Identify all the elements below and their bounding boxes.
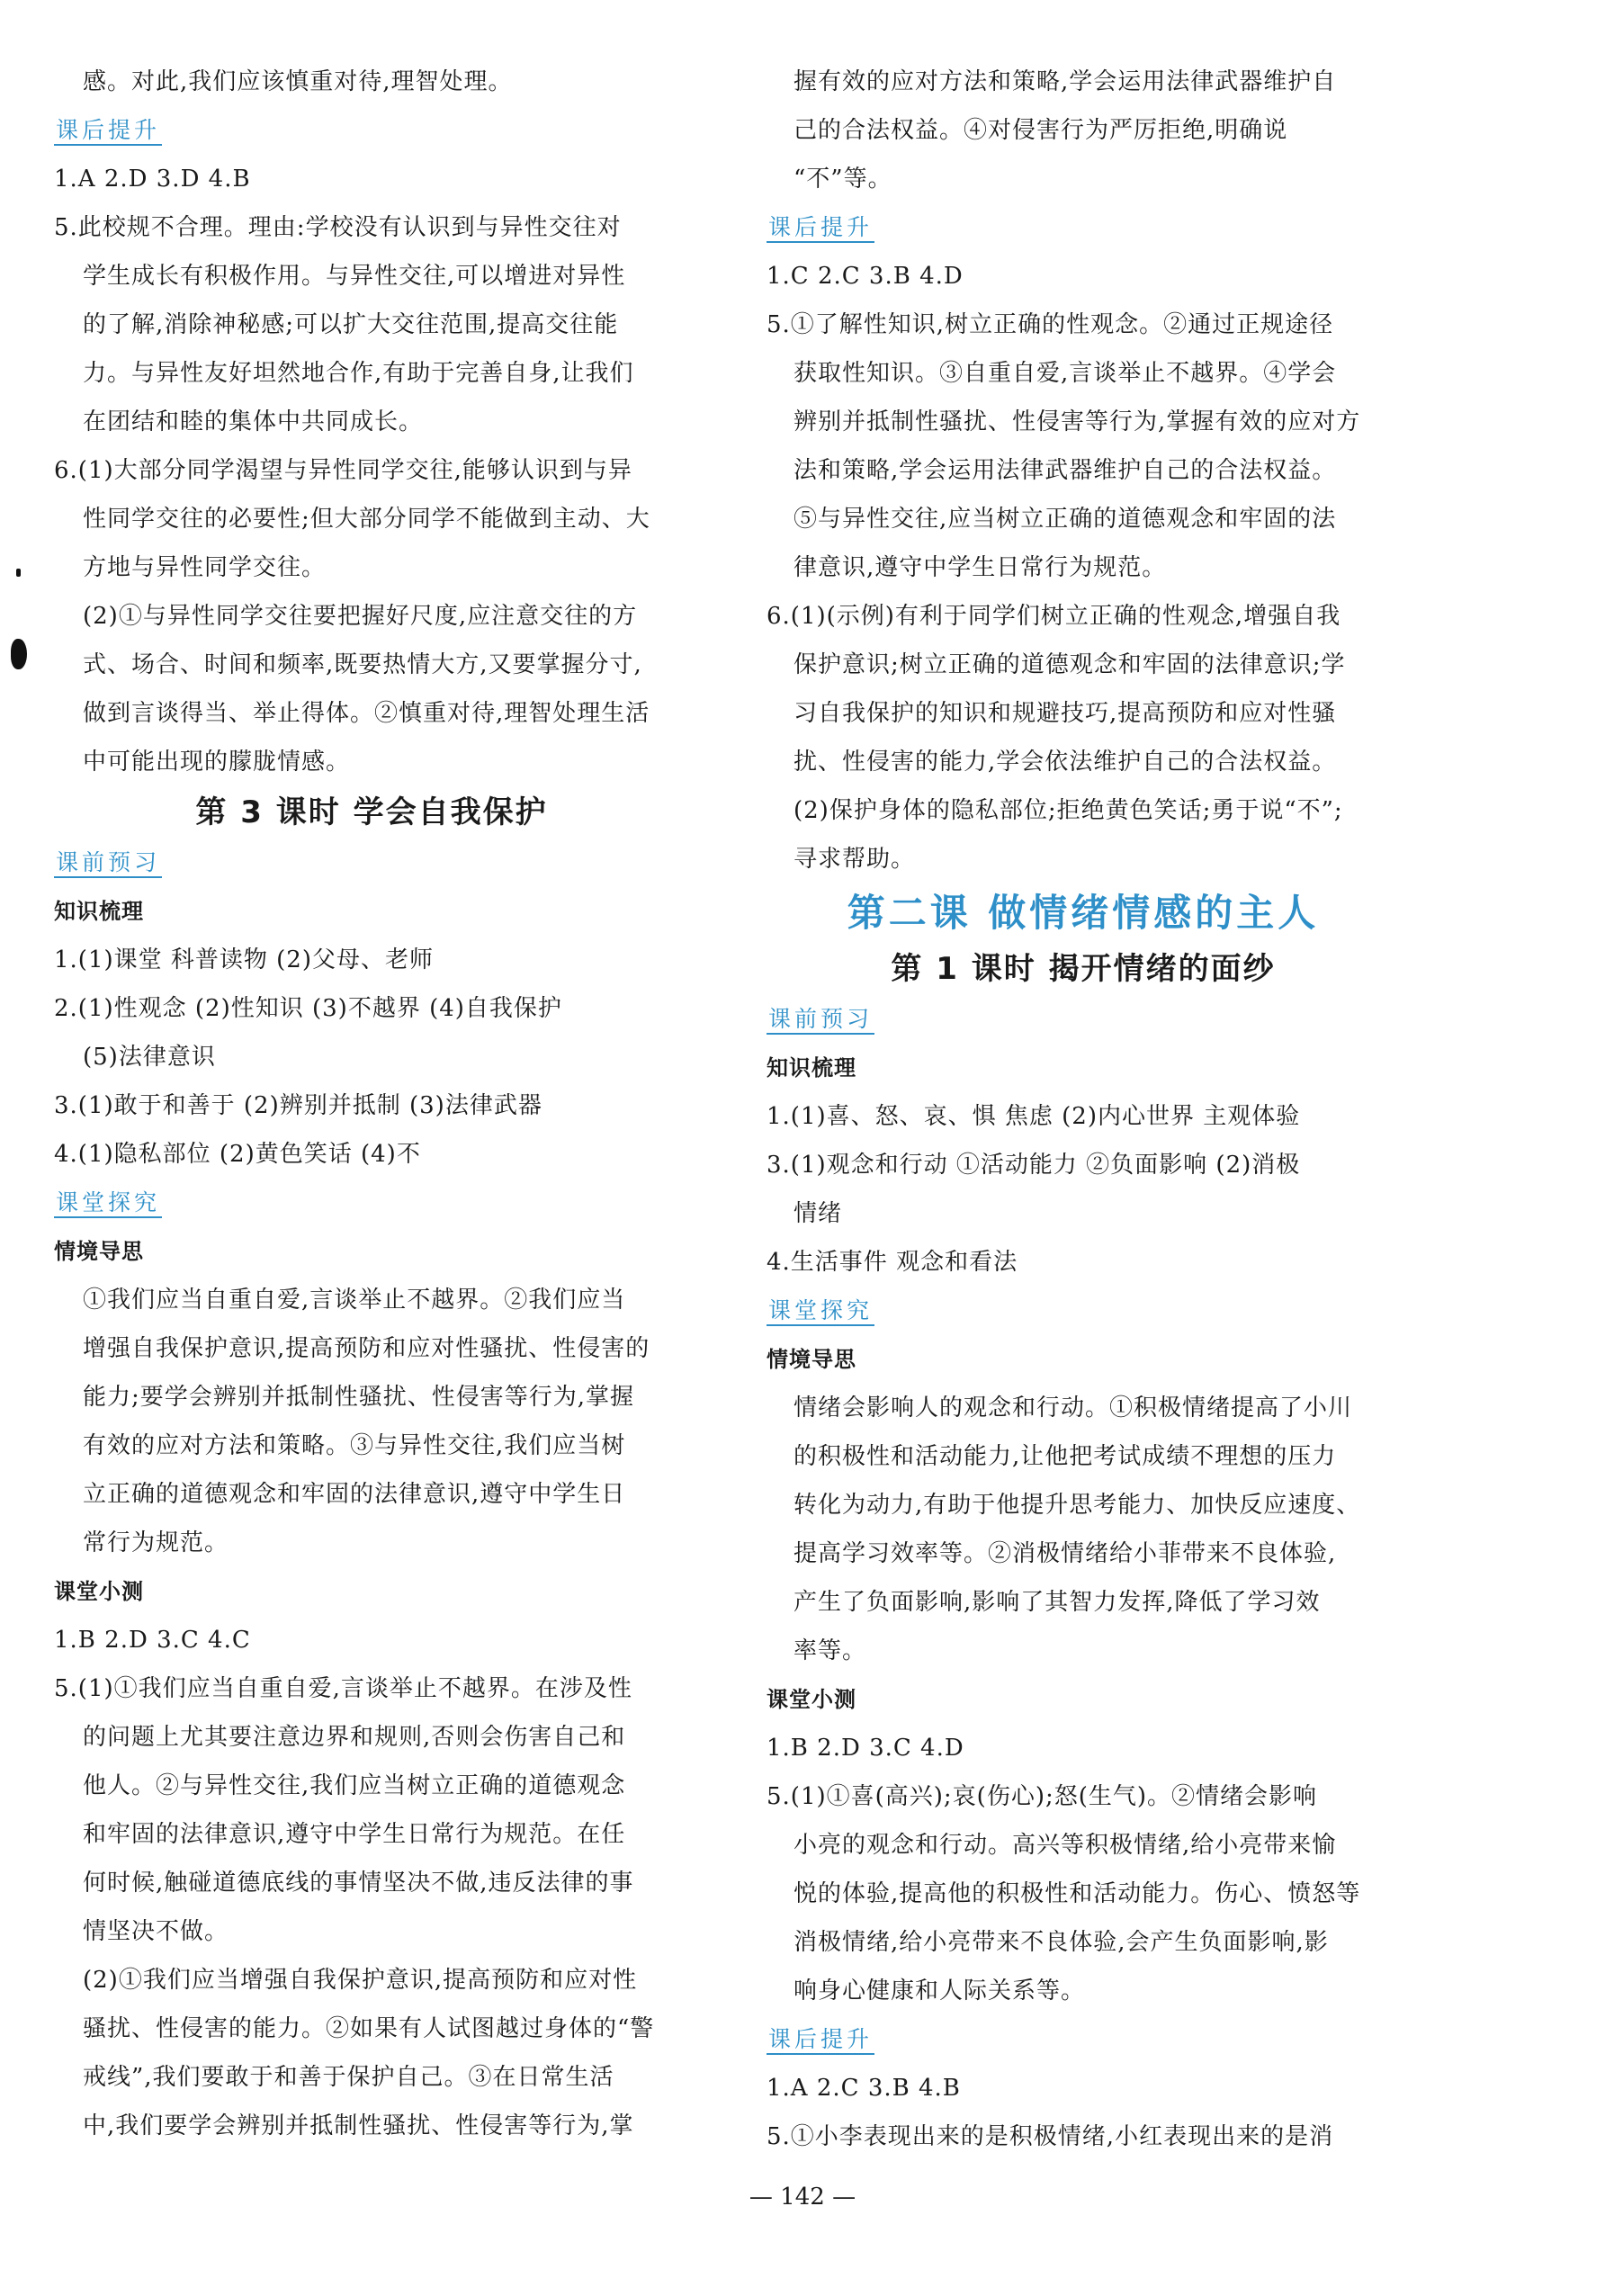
text-line: 辨别并抵制性骚扰、性侵害等行为,掌握有效的应对方 bbox=[794, 408, 1361, 435]
text-line: 6.(1)大部分同学渴望与异性同学交往,能够认识到与异 bbox=[54, 457, 632, 484]
answer-line: 1.C 2.C 3.B 4.D bbox=[767, 263, 964, 290]
text-line: 扰、性侵害的能力,学会依法维护自己的合法权益。 bbox=[794, 749, 1337, 776]
text-line: 悦的体验,提高他的积极性和活动能力。伤心、愤怒等 bbox=[794, 1880, 1361, 1907]
text-line: (2)保护身体的隐私部位;拒绝黄色笑话;勇于说“不”; bbox=[794, 797, 1343, 824]
text-line: 和牢固的法律意识,遵守中学生日常行为规范。在任 bbox=[83, 1821, 626, 1848]
text-line: 法和策略,学会运用法律武器维护自己的合法权益。 bbox=[794, 457, 1337, 484]
text-line: 中可能出现的朦胧情感。 bbox=[83, 749, 351, 776]
text-line: 5.此校规不合理。理由:学校没有认识到与异性交往对 bbox=[54, 214, 622, 241]
text-line: 常行为规范。 bbox=[83, 1529, 229, 1556]
right-column bbox=[767, 58, 1400, 2161]
text-line: 转化为动力,有助于他提升思考能力、加快反应速度、 bbox=[794, 1492, 1361, 1519]
subheading: 知识梳理 bbox=[767, 1055, 856, 1081]
section-tag-after-class: 课后提升 bbox=[767, 2015, 1400, 2064]
text-line: 的了解,消除神秘感;可以扩大交往范围,提高交往能 bbox=[83, 311, 619, 338]
text-line: ①我们应当自重自爱,言谈举止不越界。②我们应当 bbox=[83, 1287, 626, 1314]
section-tag-preview: 课前预习 bbox=[54, 839, 689, 887]
text-line: 5.(1)①我们应当自重自爱,言谈举止不越界。在涉及性 bbox=[54, 1675, 632, 1702]
text-line: 4.生活事件 观念和看法 bbox=[767, 1249, 1018, 1276]
text-line: 的积极性和活动能力,让他把考试成绩不理想的压力 bbox=[794, 1443, 1337, 1470]
text-line: 4.(1)隐私部位 (2)黄色笑话 (4)不 bbox=[54, 1141, 421, 1168]
text-line: 感。对此,我们应该慎重对待,理智处理。 bbox=[83, 68, 513, 95]
text-line: 小亮的观念和行动。高兴等积极情绪,给小亮带来愉 bbox=[794, 1832, 1337, 1859]
text-line: 情绪会影响人的观念和行动。①积极情绪提高了小川 bbox=[794, 1395, 1353, 1422]
subheading: 知识梳理 bbox=[54, 899, 144, 924]
subheading: 情境导思 bbox=[54, 1239, 144, 1264]
text-line: 情绪 bbox=[794, 1200, 843, 1227]
text-line: 6.(1)(示例)有利于同学们树立正确的性观念,增强自我 bbox=[767, 603, 1341, 630]
text-line: 获取性知识。③自重自爱,言谈举止不越界。④学会 bbox=[794, 360, 1337, 387]
section-tag-after-class: 课后提升 bbox=[54, 106, 689, 155]
text-line: 5.(1)①喜(高兴);哀(伤心);怒(生气)。②情绪会影响 bbox=[767, 1783, 1318, 1810]
text-line: 5.①小李表现出来的是积极情绪,小红表现出来的是消 bbox=[767, 2123, 1334, 2150]
text-line: 5.①了解性知识,树立正确的性观念。②通过正规途径 bbox=[767, 311, 1334, 338]
text-line: 3.(1)敢于和善于 (2)辨别并抵制 (3)法律武器 bbox=[54, 1092, 542, 1119]
subheading: 情境导思 bbox=[767, 1347, 856, 1372]
text-line: 立正确的道德观念和牢固的法律意识,遵守中学生日 bbox=[83, 1481, 626, 1508]
text-line: 中,我们要学会辨别并抵制性骚扰、性侵害等行为,掌 bbox=[83, 2112, 634, 2139]
text-line: 戒线”,我们要敢于和善于保护自己。③在日常生活 bbox=[83, 2064, 614, 2091]
chapter-title: 第二课 做情绪情感的主人 bbox=[847, 891, 1320, 935]
subheading: 课堂小测 bbox=[767, 1687, 856, 1712]
text-line: 做到言谈得当、举止得体。②慎重对待,理智处理生活 bbox=[83, 700, 650, 727]
text-line: (5)法律意识 bbox=[83, 1044, 216, 1071]
subheading: 课堂小测 bbox=[54, 1579, 144, 1604]
text-line: 2.(1)性观念 (2)性知识 (3)不越界 (4)自我保护 bbox=[54, 995, 562, 1022]
text-line: 情坚决不做。 bbox=[83, 1918, 229, 1945]
text-line: 他人。②与异性交往,我们应当树立正确的道德观念 bbox=[83, 1772, 626, 1799]
answer-line: 1.A 2.D 3.D 4.B bbox=[54, 166, 251, 193]
text-line: 习自我保护的知识和规避技巧,提高预防和应对性骚 bbox=[794, 700, 1337, 727]
lesson-title: 第 1 课时 揭开情绪的面纱 bbox=[891, 951, 1276, 987]
section-tag-classroom: 课堂探究 bbox=[54, 1179, 689, 1227]
text-line: 能力;要学会辨别并抵制性骚扰、性侵害等行为,掌握 bbox=[83, 1384, 635, 1411]
text-line: ⑤与异性交往,应当树立正确的道德观念和牢固的法 bbox=[794, 506, 1337, 533]
text-line: 产生了负面影响,影响了其智力发挥,降低了学习效 bbox=[794, 1589, 1321, 1616]
scan-mark bbox=[11, 639, 27, 669]
answer-line: 1.B 2.D 3.C 4.D bbox=[767, 1735, 964, 1762]
text-line: 保护意识;树立正确的道德观念和牢固的法律意识;学 bbox=[794, 651, 1346, 678]
answer-line: 1.A 2.C 3.B 4.B bbox=[767, 2075, 961, 2102]
text-line: 方地与异性同学交往。 bbox=[83, 554, 327, 581]
text-line: 何时候,触碰道德底线的事情坚决不做,违反法律的事 bbox=[83, 1870, 634, 1897]
text-line: 有效的应对方法和策略。③与异性交往,我们应当树 bbox=[83, 1432, 626, 1459]
scan-mark bbox=[16, 569, 21, 577]
text-line: (2)①我们应当增强自我保护意识,提高预防和应对性 bbox=[83, 1967, 638, 1994]
text-line: 在团结和睦的集体中共同成长。 bbox=[83, 408, 424, 435]
text-line: 学生成长有积极作用。与异性交往,可以增进对异性 bbox=[83, 263, 626, 290]
text-line: 消极情绪,给小亮带来不良体验,会产生负面影响,影 bbox=[794, 1929, 1329, 1956]
text-line: 3.(1)观念和行动 ①活动能力 ②负面影响 (2)消极 bbox=[767, 1152, 1301, 1179]
text-line: “不”等。 bbox=[794, 166, 892, 193]
text-line: 力。与异性友好坦然地合作,有助于完善自身,让我们 bbox=[83, 360, 634, 387]
text-line: 1.(1)喜、怒、哀、惧 焦虑 (2)内心世界 主观体验 bbox=[767, 1103, 1301, 1130]
text-line: 的问题上尤其要注意边界和规则,否则会伤害自己和 bbox=[83, 1724, 626, 1751]
text-line: 寻求帮助。 bbox=[794, 846, 916, 873]
text-line: 提高学习效率等。②消极情绪给小菲带来不良体验, bbox=[794, 1540, 1337, 1567]
text-line: 性同学交往的必要性;但大部分同学不能做到主动、大 bbox=[83, 506, 650, 533]
answer-line: 1.B 2.D 3.C 4.C bbox=[54, 1627, 251, 1654]
lesson-title: 第 3 课时 学会自我保护 bbox=[195, 794, 548, 830]
section-tag-preview: 课前预习 bbox=[767, 995, 1400, 1044]
text-line: 握有效的应对方法和策略,学会运用法律武器维护自 bbox=[794, 68, 1337, 95]
text-line: 骚扰、性侵害的能力。②如果有人试图越过身体的“警 bbox=[83, 2015, 655, 2042]
section-tag-classroom: 课堂探究 bbox=[767, 1287, 1400, 1335]
left-column bbox=[54, 58, 689, 2150]
text-line: 己的合法权益。④对侵害行为严厉拒绝,明确说 bbox=[794, 117, 1288, 144]
text-line: (2)①与异性同学交往要把握好尺度,应注意交往的方 bbox=[83, 603, 638, 630]
page-number: — 142 — bbox=[749, 2184, 856, 2211]
text-line: 1.(1)课堂 科普读物 (2)父母、老师 bbox=[54, 946, 434, 973]
text-line: 律意识,遵守中学生日常行为规范。 bbox=[794, 554, 1167, 581]
text-line: 响身心健康和人际关系等。 bbox=[794, 1978, 1086, 2005]
text-line: 率等。 bbox=[794, 1637, 867, 1664]
text-line: 增强自我保护意识,提高预防和应对性骚扰、性侵害的 bbox=[83, 1335, 650, 1362]
text-line: 式、场合、时间和频率,既要热情大方,又要掌握分寸, bbox=[83, 651, 642, 678]
section-tag-after-class: 课后提升 bbox=[767, 203, 1400, 252]
